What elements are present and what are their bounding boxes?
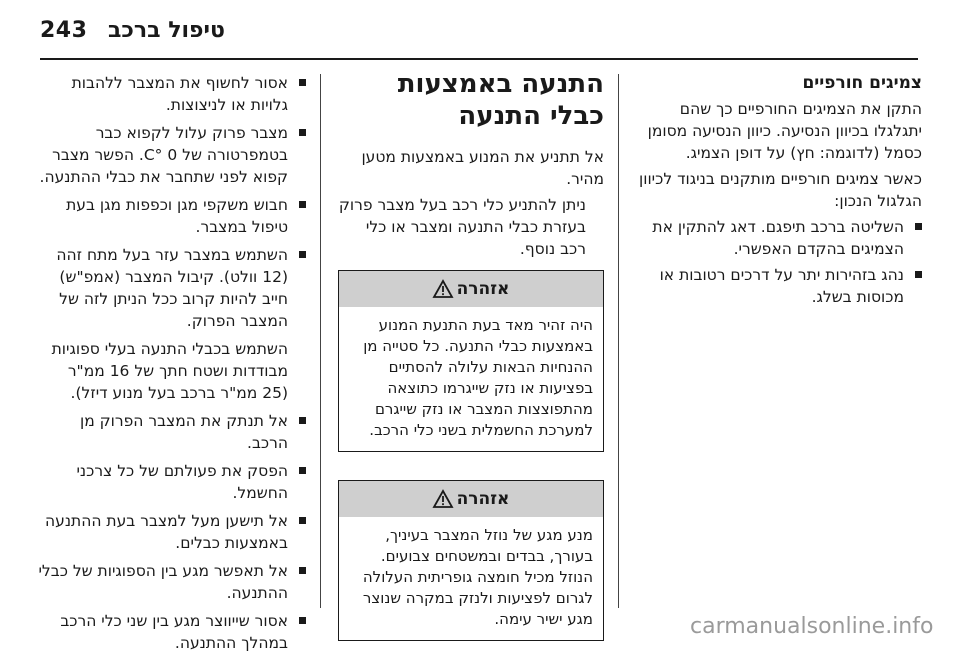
bullet-item	[38, 560, 306, 604]
safety-bullet-list	[38, 410, 306, 654]
bullet-item	[38, 460, 306, 504]
bullet-text: אסור שייווצר מגע בין שני כלי הרכב במהלך ההתנעה.	[60, 612, 288, 652]
bullet-item	[38, 244, 306, 332]
safety-bullet-list	[38, 72, 306, 332]
page-header	[0, 0, 960, 60]
column-divider	[618, 74, 619, 608]
warning-title: אזהרה	[456, 489, 510, 509]
paragraph: ניתן להתניע כלי רכב בעל מצבר פרוק בעזרת כבלי התנעה ומצבר או כלי רכב נוסף.	[338, 196, 586, 258]
bullet-text: מצבר פרוק עלול לקפוא כבר בטמפרטורה של 0 °C. הפשר מצבר קפוא לפני שתחבר את כבלי ההתנעה.	[39, 124, 288, 186]
bullet-item	[38, 610, 306, 654]
bullet-item	[632, 264, 922, 308]
square-bullet-icon	[299, 251, 306, 258]
warning-header	[339, 271, 603, 307]
left-column	[38, 72, 306, 660]
section-title: טיפול ברכב	[108, 18, 225, 43]
bullet-text: אל תנתק את המצבר הפרוק מן הרכב.	[79, 412, 288, 452]
bullet-item	[38, 122, 306, 188]
warning-triangle-icon	[433, 490, 453, 508]
watermark: carmanualsonline.info	[690, 614, 934, 639]
warning-text: היה זהיר מאד בעת התנעת המנוע באמצעות כבלי התנעה. כל סטייה מן ההנחיות הבאות עלולה להסתיים בפציעות או נזק שייגרמו כתוצאה מהתפוצצות המצבר או נזק שייגרם למערכת החשמלית בשני כלי הרכב.	[363, 316, 593, 439]
bullet-text: השליטה ברכב תיפגם. דאג להתקין את הצמיגים בהקדם האפשרי.	[652, 218, 904, 258]
warning-title: אזהרה	[456, 279, 510, 299]
bullet-item	[38, 72, 306, 116]
warning-triangle-icon	[433, 280, 453, 298]
square-bullet-icon	[299, 417, 306, 424]
paragraph: כאשר צמיגים חורפיים מותקנים בניגוד לכיוון הגלגול הנכון:	[639, 170, 922, 210]
column-divider	[320, 74, 321, 608]
page-number: 243	[40, 18, 88, 43]
bullet-text: אסור לחשוף את המצבר ללהבות גלויות או לניצוצות.	[71, 74, 288, 114]
square-bullet-icon	[299, 617, 306, 624]
bullet-item	[38, 410, 306, 454]
bullet-text: חבוש משקפי מגן וכפפות מגן בעת טיפול במצבר.	[66, 196, 288, 236]
bullet-text: אל תישען מעל למצבר בעת ההתנעה באמצעות כבלים.	[45, 512, 288, 552]
paragraph: התקן את הצמיגים החורפיים כך שהם יתגלגלו בכיוון הנסיעה. כיוון הנסיעה מסומן כסמל (לדוגמה: חץ) על דופן הצמיג.	[647, 100, 922, 162]
square-bullet-icon	[915, 223, 922, 230]
bullet-list	[632, 216, 922, 308]
bullet-text: השתמש במצבר עזר בעל מתח זהה (12 וולט). קיבול המצבר (אמפ"ש) חייב להיות קרוב ככל הניתן לזה של המצבר הפרוק.	[56, 246, 288, 330]
square-bullet-icon	[915, 271, 922, 278]
square-bullet-icon	[299, 467, 306, 474]
bullet-text: נהג בזהירות יתר על דרכים רטובות או מכוסות בשלג.	[659, 266, 904, 306]
square-bullet-icon	[299, 567, 306, 574]
bullet-text: הפסק את פעולתם של כל צרכני החשמל.	[76, 462, 288, 502]
square-bullet-icon	[299, 79, 306, 86]
right-column	[632, 72, 922, 312]
warning-text: מנע מגע של נוזל המצבר בעיניך, בעורך, בבדים ובמשטחים צבועים. הנוזל מכיל חומצה גופריתית העלולה לגרום לפציעות ולנזק במקרה שנוצר מגע ישיר עימה.	[362, 526, 593, 628]
winter-tires-heading: צמיגים חורפיים	[802, 73, 922, 93]
square-bullet-icon	[299, 517, 306, 524]
bullet-text: אל תאפשר מגע בין הספוגיות של כבלי ההתנעה.	[38, 562, 288, 602]
bullet-item	[38, 194, 306, 238]
square-bullet-icon	[299, 129, 306, 136]
square-bullet-icon	[299, 201, 306, 208]
middle-column	[338, 69, 604, 641]
sub-paragraph: השתמש בכבלי התנעה בעלי ספוגיות מבודדות ושטח חתך של 16 ממ"ר (25 ממ"ר ברכב בעל מנוע דיזל).	[51, 340, 288, 402]
warning-box	[338, 480, 604, 641]
header-rule	[40, 58, 918, 60]
jump-start-heading: התנעה באמצעות כבלי התנעה	[397, 69, 604, 131]
warning-header	[339, 481, 603, 517]
warning-box	[338, 270, 604, 452]
bullet-item	[38, 510, 306, 554]
paragraph: אל תתניע את המנוע באמצעות מטען מהיר.	[361, 148, 604, 188]
bullet-item	[632, 216, 922, 260]
